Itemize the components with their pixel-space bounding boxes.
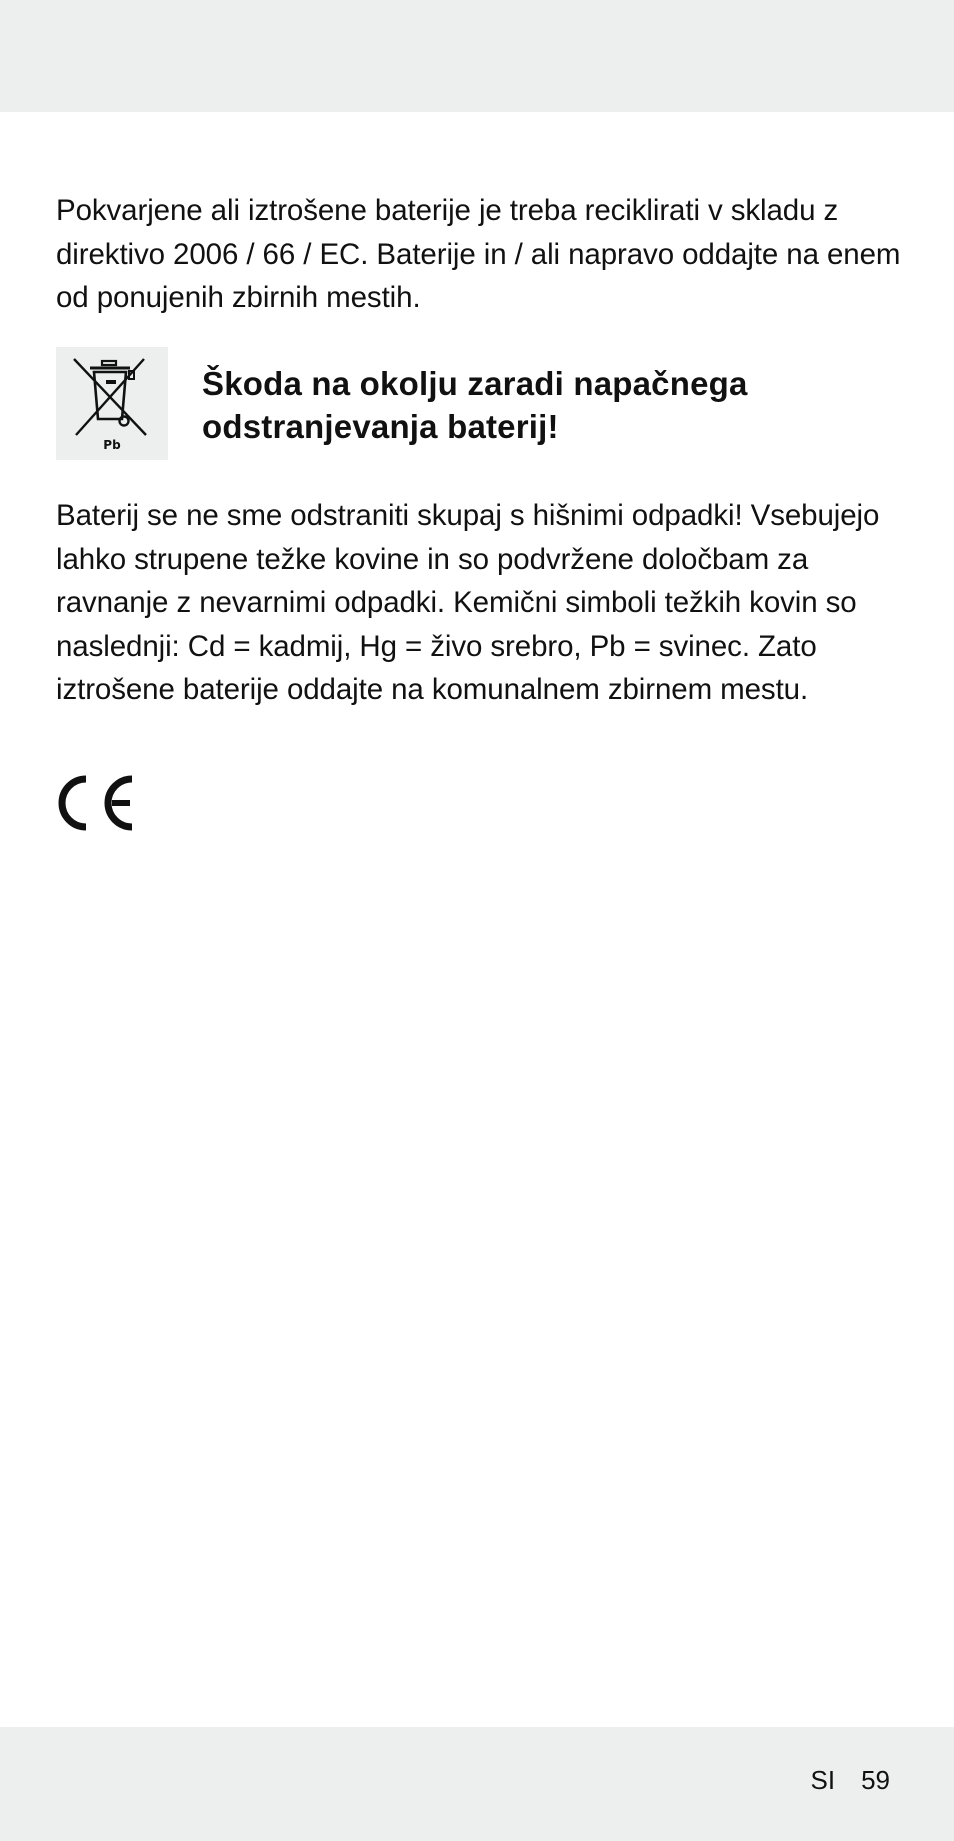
heavy-metals-paragraph: Baterij se ne sme odstraniti skupaj s hišnimi odpadki! Vsebujejo lahko strupene težke kovine in so podvržene določbam za ravnanje z nevarnimi odpadki. Kemični simboli težkih kovin so naslednji: Cd = kadmij, Hg = živo srebro, Pb = svinec. Zato iztrošene baterije oddajte na komunalnem zbirnem mestu. xyxy=(56,499,880,706)
disposal-paragraph: Pokvarjene ali iztrošene baterije je treba reciklirati v skladu z direktivo 2006 / 66 / EC. Baterije in / ali napravo oddajte na enem od ponujenih zbirnih mestih. xyxy=(56,194,901,314)
warning-heading: Škoda na okolju zaradi napačnega odstranjevanja baterij! xyxy=(202,365,748,445)
header-band xyxy=(0,0,954,112)
page-number: 59 xyxy=(861,1765,890,1795)
weee-battery-symbol xyxy=(56,347,168,460)
language-code: SI xyxy=(810,1765,836,1795)
pb-label: Pb xyxy=(103,438,121,452)
crossed-out-wheelie-bin-icon xyxy=(56,347,168,460)
ce-mark-icon xyxy=(56,775,136,831)
page-footer xyxy=(811,1762,891,1798)
